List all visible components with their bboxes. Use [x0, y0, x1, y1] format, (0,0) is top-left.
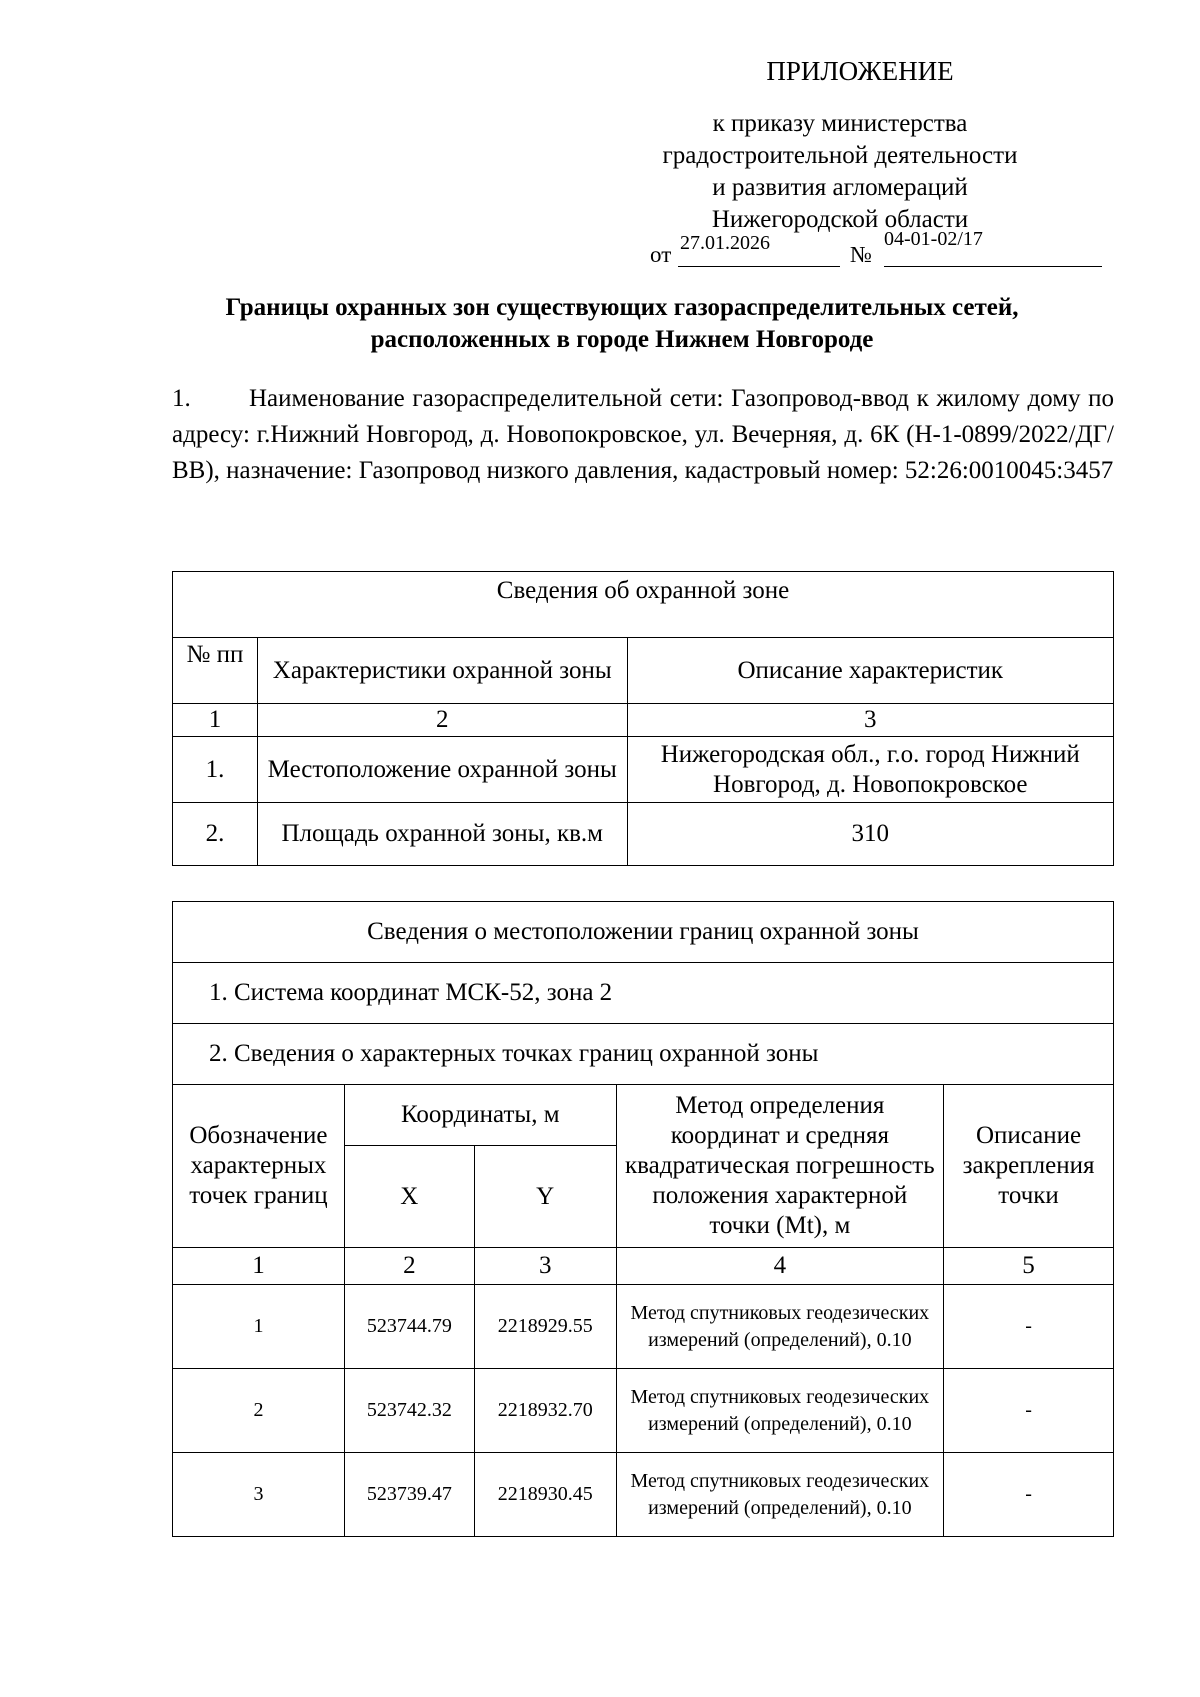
- index-cell: 5: [944, 1248, 1114, 1285]
- point-id: 2: [173, 1369, 345, 1453]
- date-prefix: от: [650, 242, 672, 267]
- document-title-line: Границы охранных зон существующих газораспределительных сетей,: [225, 294, 1019, 321]
- date-underline: [678, 266, 840, 267]
- index-cell: 3: [474, 1248, 616, 1285]
- boundary-points-table: [172, 901, 1114, 1537]
- point-x: 523739.47: [344, 1453, 474, 1537]
- header-cell: Описание характеристик: [627, 638, 1113, 704]
- boundary-caption: Сведения о местоположении границ охранной зоны: [173, 902, 1114, 963]
- table-row: [173, 803, 1114, 866]
- index-cell: 2: [344, 1248, 474, 1285]
- document-title-line: расположенных в городе Нижнем Новгороде: [370, 326, 874, 353]
- points-section-title: 2. Сведения о характерных точках границ охранной зоны: [173, 1024, 1114, 1085]
- point-id: 3: [173, 1453, 345, 1537]
- point-y: 2218930.45: [474, 1453, 616, 1537]
- document-title: [172, 292, 1072, 356]
- table-cell: 2.: [173, 803, 258, 866]
- appendix-title: ПРИЛОЖЕНИЕ: [766, 56, 954, 86]
- point-x: 523744.79: [344, 1285, 474, 1369]
- order-date: 27.01.2026: [680, 232, 770, 254]
- index-cell: 1: [173, 704, 258, 737]
- table-row: [173, 1453, 1114, 1537]
- table-cell: Местоположение охранной зоны: [257, 737, 627, 803]
- table-row: [173, 737, 1114, 803]
- table-cell: Площадь охранной зоны, кв.м: [257, 803, 627, 866]
- table-row: [173, 1369, 1114, 1453]
- point-fixing: -: [944, 1453, 1114, 1537]
- index-cell: 1: [173, 1248, 345, 1285]
- table-cell: Нижегородская обл., г.о. город Нижний Новгород, д. Новопокровское: [627, 737, 1113, 803]
- paragraph-text: Наименование газораспределительной сети: Газопровод-ввод к жилому дому по адресу: г.Нижний Новгород, д. Новопокровское, ул. Вечерняя, д. 6К (Н-1-0899/2022/ДГ/ВВ), назначение: Газопровод низкого давления, кадастровый номер: 52:26:0010045:3457: [172, 385, 1114, 484]
- number-prefix: №: [850, 242, 872, 267]
- header-cell: № пп: [173, 638, 258, 704]
- zone-info-caption: Сведения об охранной зоне: [173, 572, 1114, 638]
- point-method: Метод спутниковых геодезических измерений (определений), 0.10: [616, 1453, 943, 1537]
- index-cell: 2: [257, 704, 627, 737]
- appendix-line: к приказу министерства: [712, 110, 968, 137]
- table-cell: 1.: [173, 737, 258, 803]
- zone-info-table: [172, 571, 1114, 866]
- table-row: [173, 1285, 1114, 1369]
- appendix-line: и развития агломераций: [712, 174, 968, 201]
- point-fixing: -: [944, 1285, 1114, 1369]
- point-y: 2218932.70: [474, 1369, 616, 1453]
- point-id: 1: [173, 1285, 345, 1369]
- paragraph-number: 1.: [172, 385, 191, 412]
- order-date-number-row: [650, 228, 1130, 272]
- point-y: 2218929.55: [474, 1285, 616, 1369]
- header-fixing: Описание закрепления точки: [944, 1085, 1114, 1248]
- appendix-lines: [600, 108, 1080, 236]
- order-number: 04-01-02/17: [884, 228, 983, 250]
- point-fixing: -: [944, 1369, 1114, 1453]
- index-cell: 3: [627, 704, 1113, 737]
- coordinate-system: 1. Система координат МСК-52, зона 2: [173, 963, 1114, 1024]
- point-method: Метод спутниковых геодезических измерений (определений), 0.10: [616, 1369, 943, 1453]
- header-point: Обозначение характерных точек границ: [173, 1085, 345, 1248]
- number-underline: [884, 266, 1102, 267]
- point-x: 523742.32: [344, 1369, 474, 1453]
- network-description: [172, 381, 1114, 489]
- header-coords: Координаты, м: [344, 1085, 616, 1146]
- point-method: Метод спутниковых геодезических измерений (определений), 0.10: [616, 1285, 943, 1369]
- appendix-line: Нижегородской области: [711, 206, 969, 233]
- index-cell: 4: [616, 1248, 943, 1285]
- appendix-line: градостроительной деятельности: [662, 142, 1018, 169]
- table-cell: 310: [627, 803, 1113, 866]
- header-method: Метод определения координат и средняя квадратическая погрешность положения характерной точки (Mt), м: [616, 1085, 943, 1248]
- header-y: Y: [474, 1146, 616, 1248]
- header-cell: Характеристики охранной зоны: [257, 638, 627, 704]
- header-x: X: [344, 1146, 474, 1248]
